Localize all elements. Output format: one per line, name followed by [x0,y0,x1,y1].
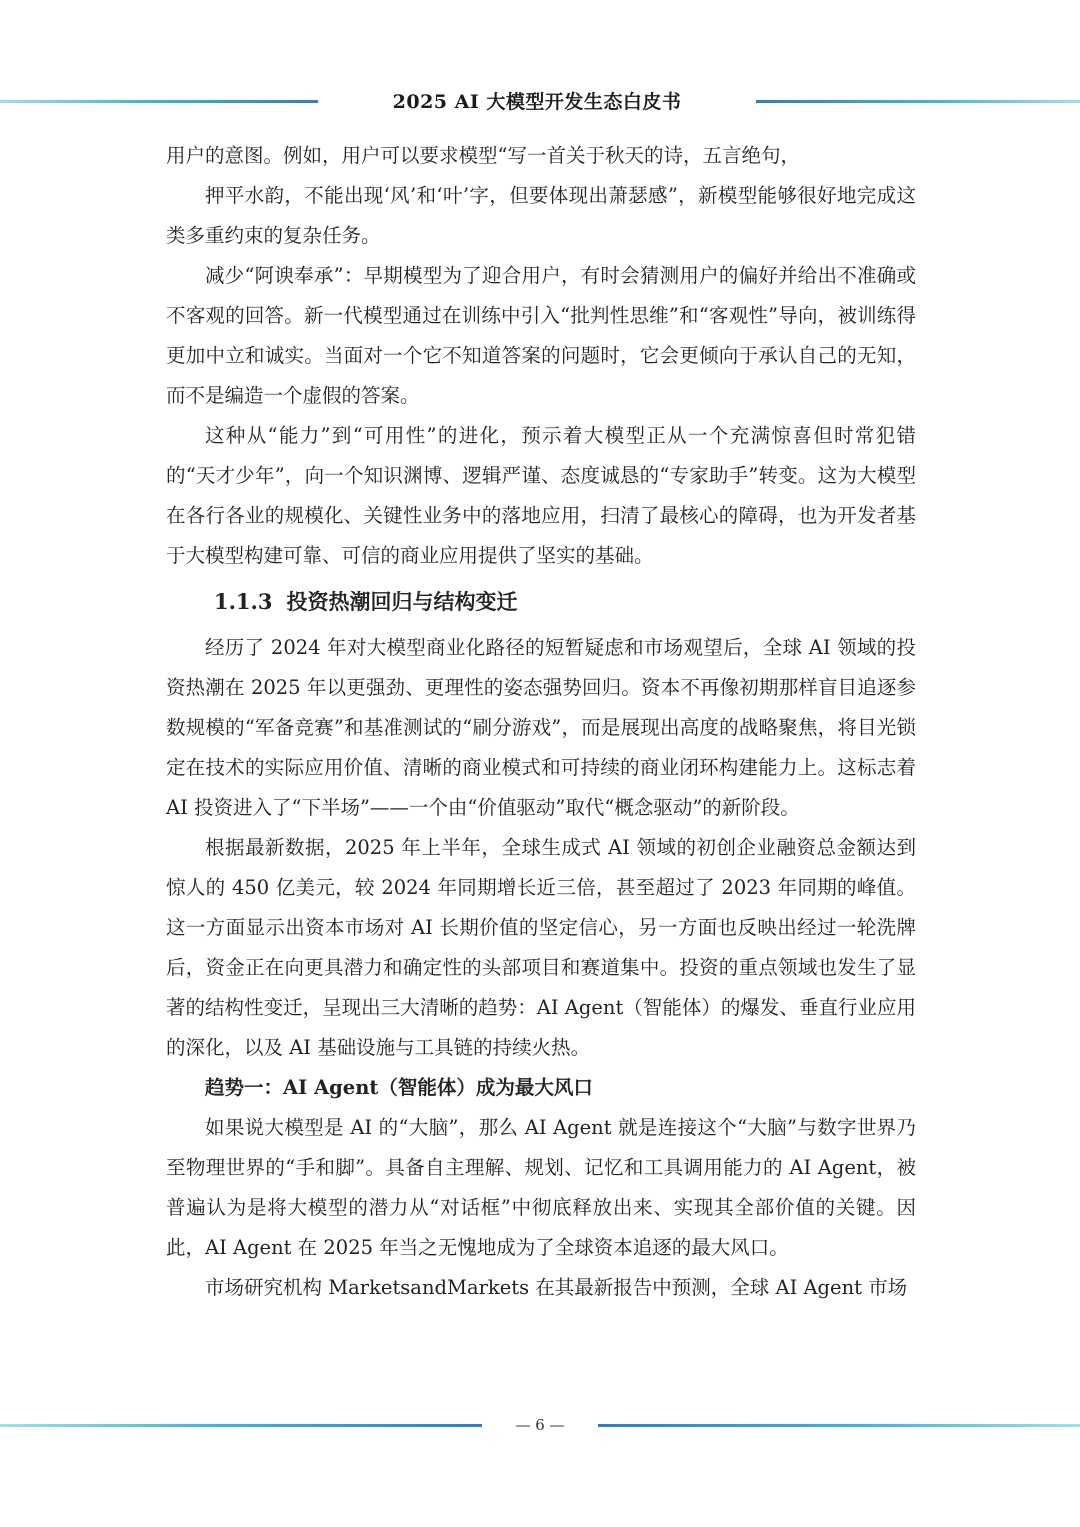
paragraph-continuation: 用户的意图。例如，用户可以要求模型“写一首关于秋天的诗，五言绝句， [166,144,800,167]
paragraph-investment: 经历了 2024 年对大模型商业化路径的短暂疑虑和市场观望后，全球 AI 领域的投资热潮在 2025 年以更强劲、更理性的姿态强势回归。资本不再像初期那样盲目追逐参数规模的“军备竞赛”和基准测试的“刷分游戏”，而是展现出高度的战略聚焦，将目光锁定在技术的实际应用价值、清晰的商业模式和可持续的商业闭环构建能力上。这标志着 AI 投资进入了“下半场”——一个由“价值驱动”取代“概念驱动”的新阶段。 [166,636,916,819]
paragraph-rhyme-example: 押平水韵，不能出现‘风’和‘叶’字，但要体现出萧瑟感”，新模型能够很好地完成这类多重约束的复杂任务。 [166,184,916,247]
header-rule-left [0,100,318,103]
paragraph-ai-agent: 如果说大模型是 AI 的“大脑”，那么 AI Agent 就是连接这个“大脑”与数字世界乃至物理世界的“手和脚”。具备自主理解、规划、记忆和工具调用能力的 AI Agent，被普遍认为是将大模型的潜力从“对话框”中彻底释放出来、实现其全部价值的关键。因此，AI Agent 在 2025 年当之无愧地成为了全球资本追逐的最大风口。 [166,1116,916,1259]
section-title: 投资热潮回归与结构变迁 [286,589,518,614]
document-body [166,136,916,1308]
section-number: 1.1.3 [214,589,273,614]
header-rule-right [756,100,1080,103]
page-number: — 6 — [515,1416,565,1434]
paragraph-market-forecast: 市场研究机构 MarketsandMarkets 在其最新报告中预测，全球 AI Agent 市场 [205,1276,908,1299]
section-heading [166,582,916,622]
paragraph-reduce-flattery: 减少“阿谀奉承”：早期模型为了迎合用户，有时会猜测用户的偏好并给出不准确或不客观的回答。新一代模型通过在训练中引入“批判性思维”和“客观性”导向，被训练得更加中立和诚实。当面对一个它不知道答案的问题时，它会更倾向于承认自己的无知，而不是编造一个虚假的答案。 [166,264,916,407]
page-header-title: 2025 AI 大模型开发生态白皮书 [392,91,682,113]
footer-rule-left [0,1424,482,1427]
footer-rule-right [598,1424,1080,1427]
paragraph-evolution: 这种从“能力”到“可用性”的进化，预示着大模型正从一个充满惊喜但时常犯错的“天才少年”，向一个知识渊博、逻辑严谨、态度诚恳的“专家助手”转变。这为大模型在各行各业的规模化、关键性业务中的落地应用，扫清了最核心的障碍，也为开发者基于大模型构建可靠、可信的商业应用提供了坚实的基础。 [166,424,916,567]
trend-one-heading: 趋势一：AI Agent（智能体）成为最大风口 [205,1076,593,1099]
paragraph-funding-data: 根据最新数据，2025 年上半年，全球生成式 AI 领域的初创企业融资总金额达到惊人的 450 亿美元，较 2024 年同期增长近三倍，甚至超过了 2023 年同期的峰值。这一方面显示出资本市场对 AI 长期价值的坚定信心，另一方面也反映出经过一轮洗牌后，资金正在向更具潜力和确定性的头部项目和赛道集中。投资的重点领域也发生了显著的结构性变迁，呈现出三大清晰的趋势：AI Agent（智能体）的爆发、垂直行业应用的深化，以及 AI 基础设施与工具链的持续火热。 [166,836,916,1059]
